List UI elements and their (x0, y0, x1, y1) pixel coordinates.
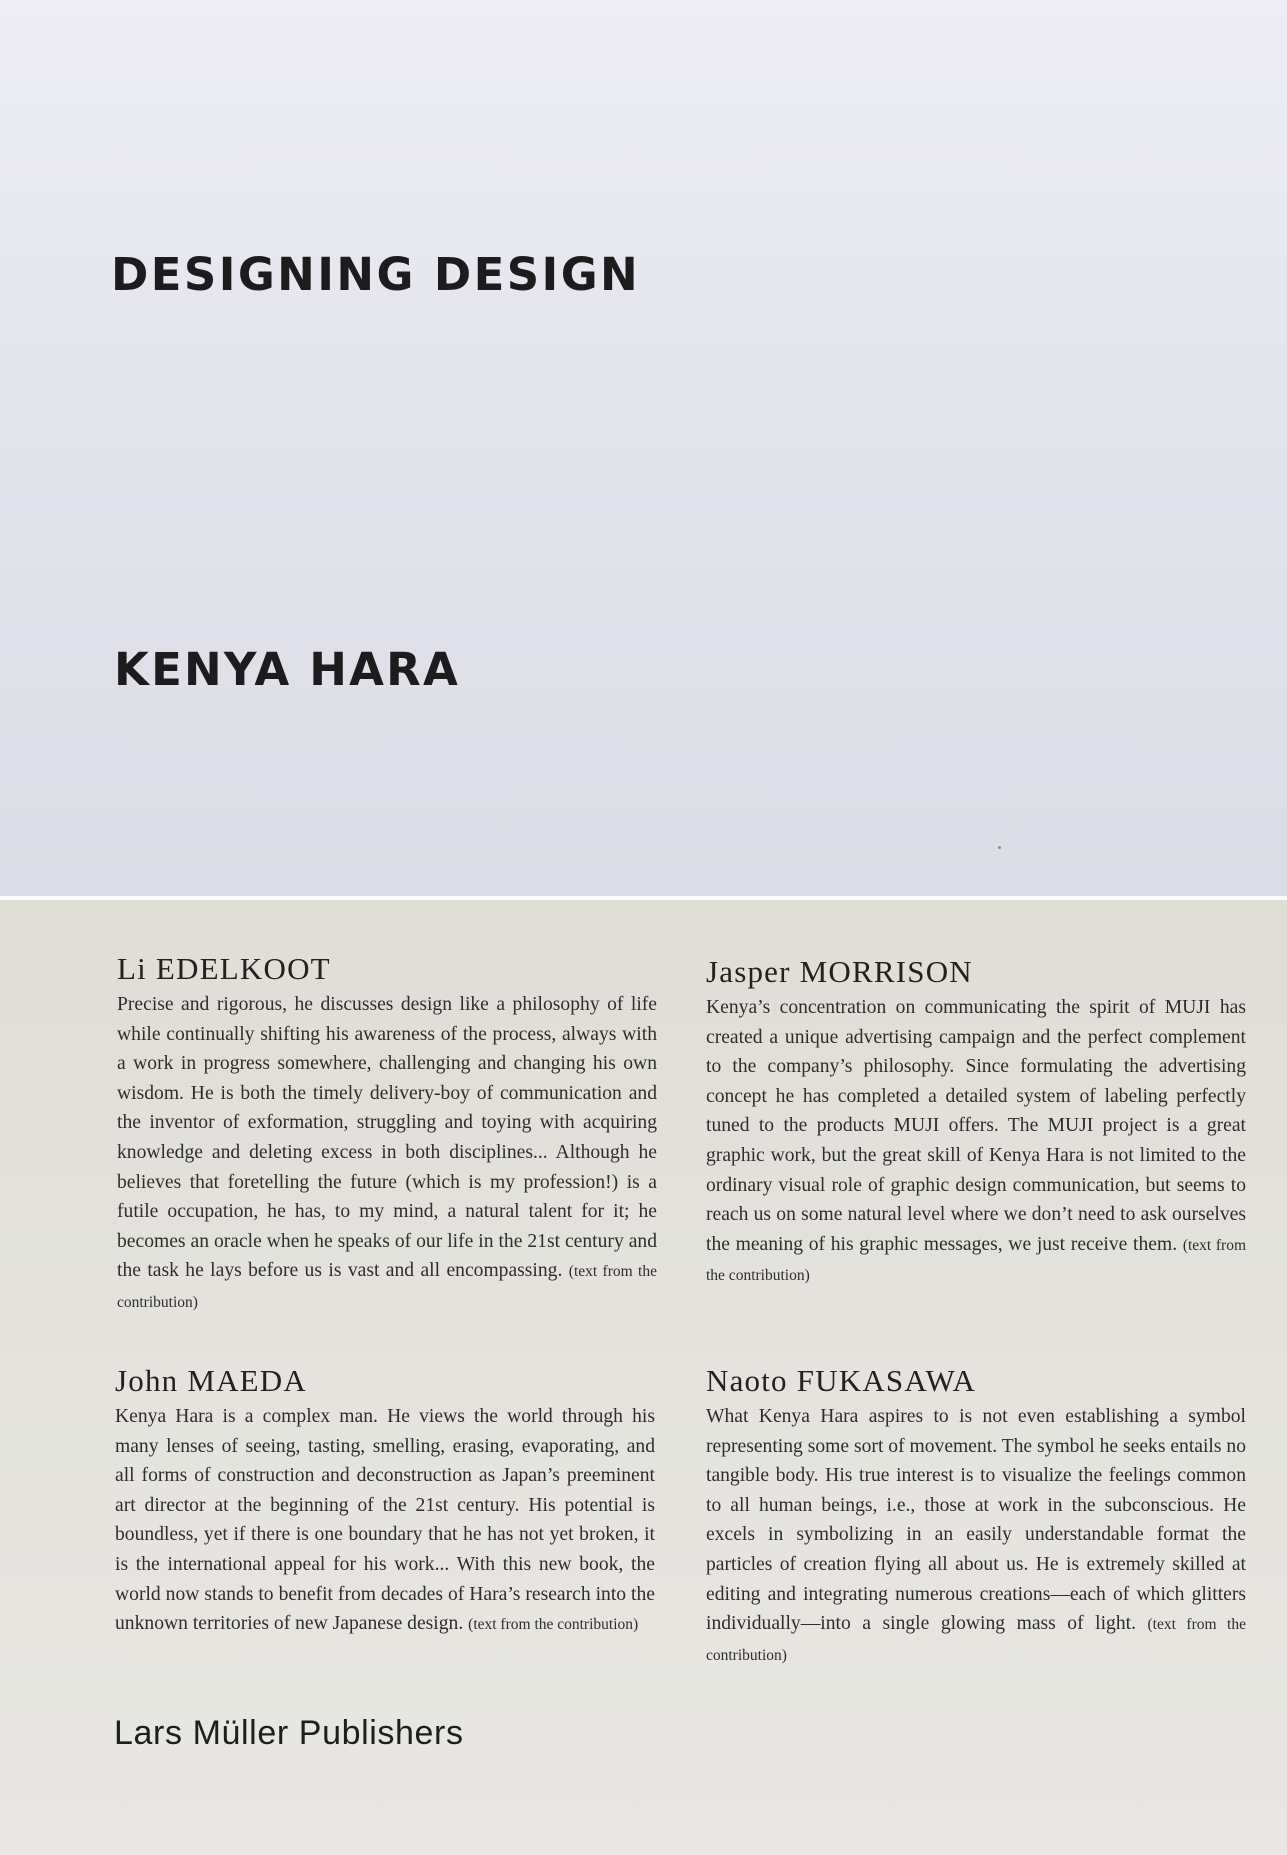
blurb-name: John MAEDA (115, 1363, 307, 1398)
blurb-source: (text from the contribution) (117, 1263, 657, 1311)
blurb-name: Jasper MORRISON (706, 954, 973, 989)
blurb-source: (text from the contribution) (468, 1616, 639, 1634)
blurb-name: Naoto FUKASAWA (706, 1363, 977, 1398)
blurb-name: Li EDELKOOT (117, 951, 331, 986)
blurb-edelkoot (117, 950, 657, 1318)
book-title: DESIGNING DESIGN (111, 248, 641, 301)
cover-top-panel (0, 0, 1287, 898)
blurb-text: Precise and rigorous, he discusses design like a philosophy of life while continually shifting his awareness of the process, always with a work in progress somewhere, challenging and changing his own wisdom. He is both the timely delivery-boy of communication and the inventor of exformation, struggling and toying with acquiring knowledge and deleting excess in both disciplines... Although he believes that foretelling the future (which is my profession!) is a futile occupation, he has, to my mind, a natural talent for it; he becomes an oracle when he speaks of our life in the 21st century and the task he lays before us is vast and all encompassing. (text from the contribution) (117, 994, 657, 1311)
book-author: KENYA HARA (114, 643, 461, 696)
publisher-name: Lars Müller Publishers (114, 1714, 464, 1752)
blurb-maeda (115, 1362, 655, 1640)
blurb-morrison (706, 953, 1246, 1291)
blurb-source: (text from the contribution) (706, 1616, 1246, 1664)
blurb-text: What Kenya Hara aspires to is not even establishing a symbol representing some sort of movement. The symbol he seeks entails no tangible body. His true interest is to visualize the feelings common to all human beings, i.e., those at work in the subconscious. He excels in symbolizing in an easily understandable format the particles of creation flying all about us. He is extremely skilled at editing and integrating numerous creations—each of which glitters individually—into a single glowing mass of light. (text from the contribution) (706, 1406, 1246, 1664)
blurb-text: Kenya Hara is a complex man. He views the world through his many lenses of seeing, tasting, smelling, erasing, evaporating, and all forms of construction and deconstruction as Japan’s preeminent art director at the beginning of the 21st century. His potential is boundless, yet if there is one boundary that he has not yet broken, it is the international appeal for his work... With this new book, the world now stands to benefit from decades of Hara’s research into the unknown territories of new Japanese design. (text from the contribution) (115, 1406, 655, 1635)
blurb-source: (text from the contribution) (706, 1236, 1246, 1285)
blurb-text: Kenya’s concentration on communicating the spirit of MUJI has created a unique advertising campaign and the perfect complement to the company’s philosophy. Since formulating the advertising concept he has completed a detailed system of labeling perfectly tuned to the products MUJI offers. The MUJI project is a great graphic work, but the great skill of Kenya Hara is not limited to the ordinary visual role of graphic design communication, but seems to reach us on some natural level where we don’t need to ask ourselves the meaning of his graphic messages, we just receive them. (text from the contribution) (706, 997, 1246, 1285)
blurb-fukasawa (706, 1362, 1246, 1670)
paper-speck (998, 846, 1001, 849)
